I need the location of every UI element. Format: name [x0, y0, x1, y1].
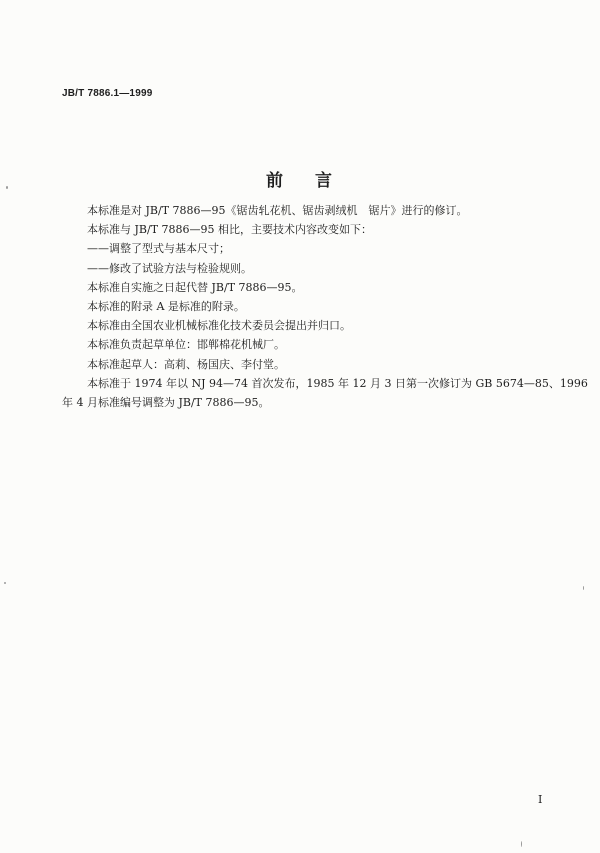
paragraph: 本标准是对 JB/T 7886—95《锯齿轧花机、锯齿剥绒机 锯片》进行的修订。: [87, 204, 468, 217]
history-paragraph-line-2: 年 4 月标准编号调整为 JB/T 7886—95。: [62, 395, 270, 409]
paragraph: 本标准负责起草单位：邯郸棉花机械厂。: [87, 338, 285, 352]
paragraph: 本标准自实施之日起代替 JB/T 7886—95。: [87, 280, 303, 294]
page-title: 前 言: [266, 171, 334, 191]
paragraph: 本标准的附录 A 是标准的附录。: [87, 299, 245, 313]
paragraph: 本标准与 JB/T 7886—95 相比，主要技术内容改变如下：: [87, 223, 373, 237]
paragraph: 本标准由全国农业机械标准化技术委员会提出并归口。: [87, 319, 351, 333]
scan-speck: [6, 186, 8, 189]
scan-speck: [4, 582, 6, 584]
scan-speck: [583, 586, 584, 590]
history-paragraph-line-1: 本标准于 1974 年以 NJ 94—74 首次发布，1985 年 12 月 3 日第一次修订为 GB 5674—85、1996: [87, 376, 588, 390]
scan-speck: [521, 841, 522, 847]
page-number: I: [538, 793, 543, 806]
standard-code: JB/T 7886.1—1999: [62, 88, 153, 99]
list-item: ——调整了型式与基本尺寸；: [87, 242, 230, 256]
list-item: ——修改了试验方法与检验规则。: [87, 261, 252, 275]
foreword-body: [62, 201, 588, 412]
paragraph: 本标准起草人：高莉、杨国庆、李付堂。: [87, 357, 285, 371]
